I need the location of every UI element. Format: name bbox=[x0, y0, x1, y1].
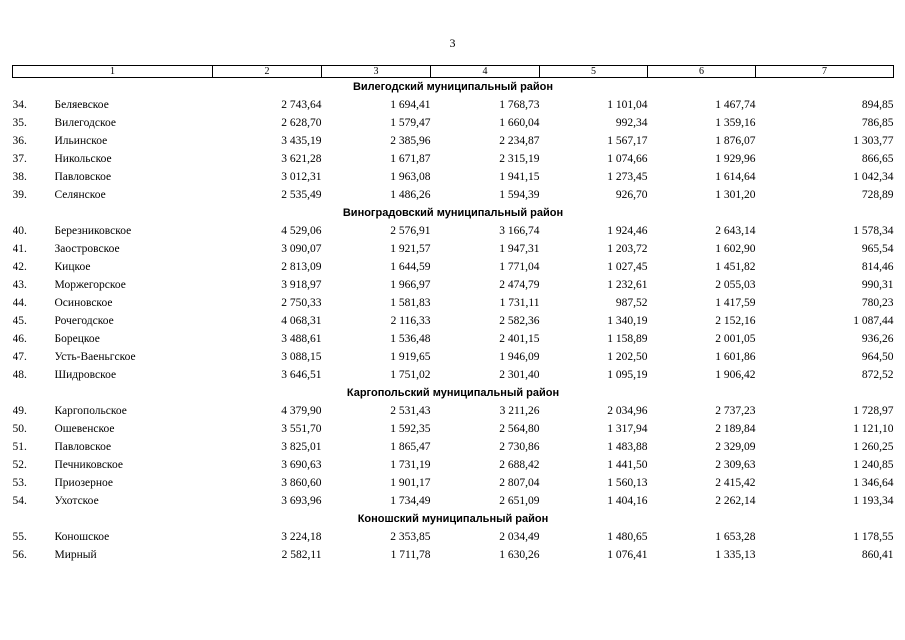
table-row bbox=[13, 150, 894, 168]
value-col-4: 1 594,39 bbox=[499, 189, 540, 201]
value-col-6: 1 929,96 bbox=[715, 153, 756, 165]
value-col-2: 2 813,09 bbox=[281, 261, 322, 273]
row-number: 52. bbox=[12, 459, 27, 471]
table-row bbox=[13, 240, 894, 258]
table-row bbox=[13, 456, 894, 474]
value-col-2: 2 743,64 bbox=[281, 99, 322, 111]
value-col-4: 1 630,26 bbox=[499, 549, 540, 561]
header-cell: 1 bbox=[13, 66, 213, 78]
settlement-name: Заостровское bbox=[54, 243, 120, 255]
table-row bbox=[13, 186, 894, 204]
value-col-2: 2 535,49 bbox=[281, 189, 322, 201]
value-col-6: 1 906,42 bbox=[715, 369, 756, 381]
value-col-4: 1 941,15 bbox=[499, 171, 540, 183]
header-cell: 3 bbox=[322, 66, 431, 78]
value-col-2: 4 068,31 bbox=[281, 315, 322, 327]
value-col-4: 2 730,86 bbox=[499, 441, 540, 453]
value-col-4: 2 034,49 bbox=[499, 531, 540, 543]
value-col-4: 2 401,15 bbox=[499, 333, 540, 345]
table-row bbox=[13, 132, 894, 150]
value-col-6: 2 055,03 bbox=[715, 279, 756, 291]
value-col-2: 3 088,15 bbox=[281, 351, 322, 363]
table-row bbox=[13, 114, 894, 132]
table-row bbox=[13, 474, 894, 492]
value-col-6: 2 001,05 bbox=[715, 333, 756, 345]
value-col-5: 987,52 bbox=[615, 297, 648, 309]
value-col-4: 2 315,19 bbox=[499, 153, 540, 165]
value-col-3: 1 579,47 bbox=[390, 117, 431, 129]
table-row bbox=[13, 420, 894, 438]
value-col-7: 1 260,25 bbox=[853, 441, 894, 453]
value-col-6: 2 737,23 bbox=[715, 405, 756, 417]
value-col-2: 4 529,06 bbox=[281, 225, 322, 237]
table-row bbox=[13, 546, 894, 564]
settlement-name: Борецкое bbox=[54, 333, 100, 345]
value-col-7: 965,54 bbox=[861, 243, 894, 255]
table-row bbox=[13, 330, 894, 348]
value-col-5: 1 076,41 bbox=[607, 549, 648, 561]
value-col-2: 2 750,33 bbox=[281, 297, 322, 309]
table-body bbox=[13, 66, 894, 565]
value-col-7: 780,23 bbox=[861, 297, 894, 309]
value-col-3: 2 116,33 bbox=[390, 315, 431, 327]
value-col-7: 1 728,97 bbox=[853, 405, 894, 417]
value-col-5: 1 340,19 bbox=[607, 315, 648, 327]
value-col-2: 3 918,97 bbox=[281, 279, 322, 291]
value-col-2: 2 628,70 bbox=[281, 117, 322, 129]
value-col-2: 3 646,51 bbox=[281, 369, 322, 381]
settlement-name: Усть-Ваеньгское bbox=[54, 351, 136, 363]
value-col-6: 2 262,14 bbox=[715, 495, 756, 507]
value-col-4: 3 166,74 bbox=[499, 225, 540, 237]
value-col-7: 1 042,34 bbox=[853, 171, 894, 183]
section-title-row bbox=[13, 78, 894, 97]
row-number: 45. bbox=[12, 315, 27, 327]
row-number: 38. bbox=[12, 171, 27, 183]
table-row bbox=[13, 276, 894, 294]
value-col-4: 3 211,26 bbox=[499, 405, 540, 417]
section-title: Каргопольский муниципальный район bbox=[346, 387, 560, 399]
value-col-6: 1 467,74 bbox=[715, 99, 756, 111]
value-col-3: 2 531,43 bbox=[390, 405, 431, 417]
value-col-7: 860,41 bbox=[861, 549, 894, 561]
value-col-6: 2 643,14 bbox=[715, 225, 756, 237]
row-number: 44. bbox=[12, 297, 27, 309]
value-col-7: 936,26 bbox=[861, 333, 894, 345]
value-col-3: 1 966,97 bbox=[390, 279, 431, 291]
row-number: 39. bbox=[12, 189, 27, 201]
value-col-5: 1 404,16 bbox=[607, 495, 648, 507]
settlement-name: Печниковское bbox=[54, 459, 123, 471]
value-col-4: 1 946,09 bbox=[499, 351, 540, 363]
table-row bbox=[13, 348, 894, 366]
value-col-6: 1 876,07 bbox=[715, 135, 756, 147]
section-title-row bbox=[13, 510, 894, 528]
value-col-6: 1 602,90 bbox=[715, 243, 756, 255]
value-col-5: 926,70 bbox=[615, 189, 648, 201]
value-col-5: 992,34 bbox=[615, 117, 648, 129]
value-col-6: 2 309,63 bbox=[715, 459, 756, 471]
settlement-name: Павловское bbox=[54, 441, 112, 453]
value-col-2: 3 690,63 bbox=[281, 459, 322, 471]
row-number: 42. bbox=[12, 261, 27, 273]
value-col-7: 728,89 bbox=[861, 189, 894, 201]
header-cell: 2 bbox=[213, 66, 322, 78]
table-row bbox=[13, 258, 894, 276]
value-col-4: 2 582,36 bbox=[499, 315, 540, 327]
value-col-2: 3 090,07 bbox=[281, 243, 322, 255]
value-col-7: 1 178,55 bbox=[853, 531, 894, 543]
value-col-5: 1 158,89 bbox=[607, 333, 648, 345]
row-number: 56. bbox=[12, 549, 27, 561]
table-row bbox=[13, 492, 894, 510]
value-col-6: 1 653,28 bbox=[715, 531, 756, 543]
row-number: 48. bbox=[12, 369, 27, 381]
row-number: 37. bbox=[12, 153, 27, 165]
value-col-2: 3 621,28 bbox=[281, 153, 322, 165]
value-col-3: 1 751,02 bbox=[390, 369, 431, 381]
value-col-4: 1 660,04 bbox=[499, 117, 540, 129]
value-col-2: 3 551,70 bbox=[281, 423, 322, 435]
value-col-4: 2 651,09 bbox=[499, 495, 540, 507]
value-col-4: 2 301,40 bbox=[499, 369, 540, 381]
table-row bbox=[13, 294, 894, 312]
settlement-name: Мирный bbox=[54, 549, 97, 561]
value-col-4: 2 234,87 bbox=[499, 135, 540, 147]
value-col-3: 1 694,41 bbox=[390, 99, 431, 111]
value-col-5: 1 074,66 bbox=[607, 153, 648, 165]
row-number: 53. bbox=[12, 477, 27, 489]
row-number: 46. bbox=[12, 333, 27, 345]
settlement-name: Рочегодское bbox=[54, 315, 114, 327]
settlement-name: Каргопольское bbox=[54, 405, 127, 417]
value-col-2: 3 224,18 bbox=[281, 531, 322, 543]
value-col-3: 1 731,19 bbox=[390, 459, 431, 471]
table-row bbox=[13, 168, 894, 186]
value-col-4: 1 771,04 bbox=[499, 261, 540, 273]
value-col-3: 1 901,17 bbox=[390, 477, 431, 489]
table-row bbox=[13, 222, 894, 240]
value-col-6: 1 601,86 bbox=[715, 351, 756, 363]
value-col-7: 1 087,44 bbox=[853, 315, 894, 327]
row-number: 43. bbox=[12, 279, 27, 291]
settlement-name: Приозерное bbox=[54, 477, 114, 489]
value-col-5: 1 567,17 bbox=[607, 135, 648, 147]
row-number: 50. bbox=[12, 423, 27, 435]
value-col-5: 2 034,96 bbox=[607, 405, 648, 417]
value-col-6: 2 415,42 bbox=[715, 477, 756, 489]
value-col-5: 1 560,13 bbox=[607, 477, 648, 489]
settlement-name: Березниковское bbox=[54, 225, 132, 237]
value-col-3: 1 963,08 bbox=[390, 171, 431, 183]
page-number: 3 bbox=[449, 36, 456, 50]
value-col-5: 1 203,72 bbox=[607, 243, 648, 255]
value-col-4: 1 947,31 bbox=[499, 243, 540, 255]
value-col-3: 2 385,96 bbox=[390, 135, 431, 147]
value-col-4: 2 807,04 bbox=[499, 477, 540, 489]
settlement-name: Шидровское bbox=[54, 369, 117, 381]
value-col-7: 1 193,34 bbox=[853, 495, 894, 507]
value-col-6: 2 189,84 bbox=[715, 423, 756, 435]
settlement-name: Осиновское bbox=[54, 297, 113, 309]
value-col-7: 872,52 bbox=[861, 369, 894, 381]
settlement-name: Ошевенское bbox=[54, 423, 115, 435]
section-title-row bbox=[13, 384, 894, 402]
row-number: 51. bbox=[12, 441, 27, 453]
section-title: Вилегодский муниципальный район bbox=[352, 81, 554, 93]
value-col-4: 2 474,79 bbox=[499, 279, 540, 291]
value-col-2: 3 860,60 bbox=[281, 477, 322, 489]
value-col-6: 1 451,82 bbox=[715, 261, 756, 273]
table-row bbox=[13, 366, 894, 384]
value-col-6: 1 614,64 bbox=[715, 171, 756, 183]
section-title: Виноградовский муниципальный район bbox=[342, 207, 564, 219]
value-col-4: 1 731,11 bbox=[499, 297, 540, 309]
value-col-5: 1 480,65 bbox=[607, 531, 648, 543]
value-col-5: 1 202,50 bbox=[607, 351, 648, 363]
settlement-name: Селянское bbox=[54, 189, 106, 201]
row-number: 36. bbox=[12, 135, 27, 147]
row-number: 41. bbox=[12, 243, 27, 255]
value-col-3: 1 592,35 bbox=[390, 423, 431, 435]
value-col-4: 1 768,73 bbox=[499, 99, 540, 111]
value-col-2: 3 435,19 bbox=[281, 135, 322, 147]
value-col-6: 1 301,20 bbox=[715, 189, 756, 201]
settlement-name: Вилегодское bbox=[54, 117, 116, 129]
value-col-7: 866,65 bbox=[861, 153, 894, 165]
value-col-7: 1 303,77 bbox=[853, 135, 894, 147]
settlement-name: Моржегорское bbox=[54, 279, 126, 291]
value-col-7: 964,50 bbox=[861, 351, 894, 363]
section-title-row bbox=[13, 204, 894, 222]
settlement-name: Кицкое bbox=[54, 261, 91, 273]
value-col-6: 1 417,59 bbox=[715, 297, 756, 309]
row-number: 49. bbox=[12, 405, 27, 417]
data-table bbox=[12, 65, 894, 564]
value-col-6: 1 359,16 bbox=[715, 117, 756, 129]
table-row bbox=[13, 312, 894, 330]
value-col-3: 1 486,26 bbox=[390, 189, 431, 201]
value-col-5: 1 273,45 bbox=[607, 171, 648, 183]
value-col-5: 1 924,46 bbox=[607, 225, 648, 237]
value-col-5: 1 317,94 bbox=[607, 423, 648, 435]
settlement-name: Ухотское bbox=[54, 495, 99, 507]
settlement-name: Ильинское bbox=[54, 135, 108, 147]
settlement-name: Беляевское bbox=[54, 99, 109, 111]
row-number: 34. bbox=[12, 99, 27, 111]
value-col-7: 1 346,64 bbox=[853, 477, 894, 489]
row-number: 55. bbox=[12, 531, 27, 543]
value-col-2: 3 012,31 bbox=[281, 171, 322, 183]
value-col-2: 3 693,96 bbox=[281, 495, 322, 507]
value-col-3: 1 734,49 bbox=[390, 495, 431, 507]
value-col-7: 786,85 bbox=[861, 117, 894, 129]
value-col-7: 990,31 bbox=[861, 279, 894, 291]
header-row bbox=[13, 66, 894, 78]
settlement-name: Никольское bbox=[54, 153, 112, 165]
settlement-name: Павловское bbox=[54, 171, 112, 183]
value-col-5: 1 027,45 bbox=[607, 261, 648, 273]
row-number: 35. bbox=[12, 117, 27, 129]
value-col-5: 1 101,04 bbox=[607, 99, 648, 111]
table-row bbox=[13, 528, 894, 546]
table-row bbox=[13, 402, 894, 420]
row-number: 47. bbox=[12, 351, 27, 363]
value-col-7: 894,85 bbox=[861, 99, 894, 111]
value-col-7: 1 578,34 bbox=[853, 225, 894, 237]
value-col-2: 3 825,01 bbox=[281, 441, 322, 453]
table-row bbox=[13, 96, 894, 114]
header-cell: 7 bbox=[756, 66, 894, 78]
value-col-6: 1 335,13 bbox=[715, 549, 756, 561]
value-col-7: 814,46 bbox=[861, 261, 894, 273]
header-cell: 6 bbox=[648, 66, 756, 78]
value-col-7: 1 240,85 bbox=[853, 459, 894, 471]
value-col-6: 2 329,09 bbox=[715, 441, 756, 453]
value-col-3: 1 919,65 bbox=[390, 351, 431, 363]
value-col-2: 3 488,61 bbox=[281, 333, 322, 345]
section-title: Коношский муниципальный район bbox=[357, 513, 549, 525]
row-number: 54. bbox=[12, 495, 27, 507]
table-row bbox=[13, 438, 894, 456]
value-col-6: 2 152,16 bbox=[715, 315, 756, 327]
value-col-4: 2 564,80 bbox=[499, 423, 540, 435]
settlement-name: Коношское bbox=[54, 531, 110, 543]
value-col-3: 1 671,87 bbox=[390, 153, 431, 165]
value-col-3: 1 644,59 bbox=[390, 261, 431, 273]
value-col-3: 2 576,91 bbox=[390, 225, 431, 237]
value-col-3: 1 711,78 bbox=[390, 549, 431, 561]
value-col-5: 1 232,61 bbox=[607, 279, 648, 291]
value-col-5: 1 095,19 bbox=[607, 369, 648, 381]
value-col-4: 2 688,42 bbox=[499, 459, 540, 471]
value-col-7: 1 121,10 bbox=[853, 423, 894, 435]
value-col-3: 1 581,83 bbox=[390, 297, 431, 309]
row-number: 40. bbox=[12, 225, 27, 237]
value-col-3: 1 536,48 bbox=[390, 333, 431, 345]
value-col-3: 2 353,85 bbox=[390, 531, 431, 543]
value-col-2: 2 582,11 bbox=[281, 549, 322, 561]
value-col-2: 4 379,90 bbox=[281, 405, 322, 417]
header-cell: 4 bbox=[431, 66, 540, 78]
value-col-5: 1 441,50 bbox=[607, 459, 648, 471]
value-col-5: 1 483,88 bbox=[607, 441, 648, 453]
value-col-3: 1 921,57 bbox=[390, 243, 431, 255]
value-col-3: 1 865,47 bbox=[390, 441, 431, 453]
header-cell: 5 bbox=[540, 66, 648, 78]
